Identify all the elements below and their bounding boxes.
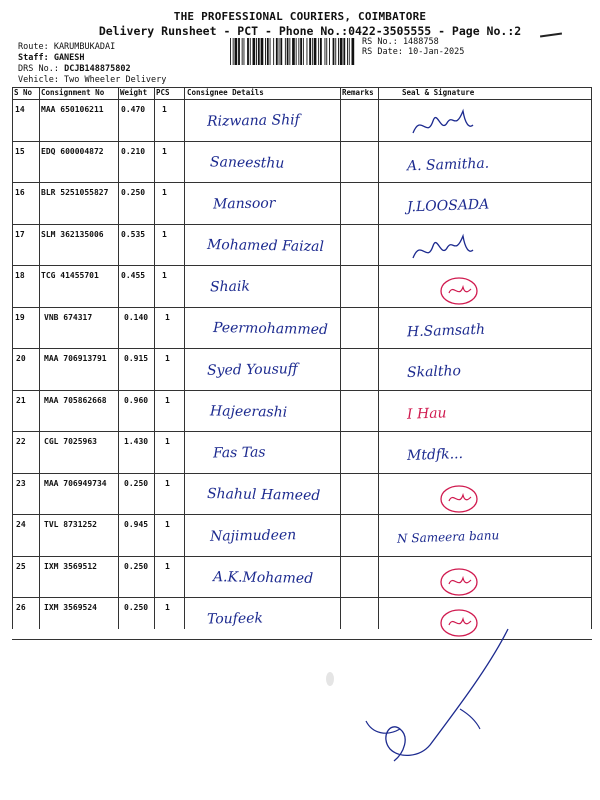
col-remarks: Remarks: [342, 88, 374, 97]
row-divider: [12, 265, 592, 266]
row-weight: 0.455: [121, 271, 146, 280]
row-pcs: 1: [165, 312, 170, 322]
row-weight: 0.210: [121, 146, 146, 156]
row-consignment: TVL 8731252: [44, 520, 97, 529]
consignee-handwriting: Mansoor: [212, 195, 276, 213]
row-divider: [12, 307, 592, 308]
seal-signature: I Hau: [406, 404, 447, 423]
seal-signature: A. Samitha.: [406, 155, 490, 174]
col-sno: S No: [14, 88, 33, 97]
company-title: THE PROFESSIONAL COURIERS, COIMBATORE: [173, 10, 427, 23]
row-pcs: 1: [162, 271, 167, 280]
row-sno: 25: [16, 561, 26, 571]
seal-signature: Skaltho: [406, 363, 462, 381]
barcode-bar: [285, 38, 286, 65]
barcode-bar: [235, 38, 238, 65]
row-consignment: MAA 706949734: [44, 478, 107, 488]
row-pcs: 1: [165, 437, 170, 446]
row-pcs: 1: [162, 229, 167, 239]
row-divider: [12, 390, 592, 391]
col-consignee: Consignee Details: [187, 88, 264, 97]
barcode: [230, 38, 356, 65]
col-consignment: Consignment No: [41, 88, 105, 97]
row-sno: 16: [15, 188, 25, 197]
barcode-bar: [343, 38, 345, 65]
barcode-bar: [270, 38, 271, 65]
row-sno: 14: [15, 105, 25, 114]
barcode-bar: [242, 38, 243, 65]
row-divider: [12, 141, 592, 142]
row-weight: 0.945: [124, 520, 149, 529]
consignee-handwriting: Fas Tas: [212, 444, 266, 462]
col-seal: Seal & Signature: [402, 88, 475, 97]
row-pcs: 1: [165, 354, 170, 363]
runsheet-table: [12, 87, 592, 629]
barcode-bar: [265, 38, 266, 65]
consignee-handwriting: Peermohammed: [212, 319, 329, 338]
barcode-bar: [314, 38, 317, 65]
seal-signature: [407, 228, 487, 268]
row-sno: 21: [16, 395, 26, 405]
barcode-bar: [347, 38, 348, 65]
row-weight: 0.960: [124, 395, 149, 405]
col-pcs: PCS: [156, 88, 170, 97]
col-weight: Weight: [120, 88, 148, 97]
drs-number: [18, 64, 131, 75]
row-sno: 17: [15, 229, 25, 239]
row-consignment: VNB 674317: [44, 312, 93, 322]
rs-number: RS No.: 1488758: [362, 37, 439, 47]
barcode-bar: [273, 38, 274, 65]
consignee-handwriting: Syed Yousuff: [206, 361, 298, 379]
row-weight: 0.250: [121, 188, 146, 197]
row-weight: 0.915: [124, 354, 149, 363]
row-divider: [12, 348, 592, 349]
barcode-bar: [318, 38, 319, 65]
row-pcs: 1: [165, 478, 170, 488]
scan-smudge: [326, 672, 334, 686]
seal-signature: J.LOOSADA: [406, 196, 490, 216]
barcode-bar: [276, 38, 278, 65]
barcode-bar: [256, 38, 257, 65]
barcode-bar: [329, 38, 330, 65]
row-sno: 15: [15, 146, 25, 156]
row-consignment: CGL 7025963: [44, 437, 97, 446]
row-sno: 24: [16, 520, 26, 529]
vehicle-label: Vehicle: Two Wheeler Delivery: [18, 75, 167, 85]
barcode-bar: [267, 38, 269, 65]
barcode-bar: [238, 38, 240, 65]
barcode-bar: [250, 38, 251, 65]
barcode-bar: [307, 38, 308, 65]
barcode-bar: [298, 38, 299, 65]
drs-value: DCJB148875802: [64, 64, 131, 74]
barcode-bar: [335, 38, 336, 65]
barcode-bar: [349, 38, 350, 65]
row-sno: 20: [16, 354, 26, 363]
row-sno: 23: [16, 478, 26, 488]
barcode-bar: [309, 38, 311, 65]
barcode-bar: [296, 38, 297, 65]
consignee-handwriting: Rizwana Shif: [206, 112, 300, 130]
consignee-handwriting: Toufeek: [206, 610, 264, 628]
consignee-handwriting: A.K.Mohamed: [212, 568, 314, 587]
seal-stamp: [437, 275, 481, 307]
barcode-bar: [261, 38, 264, 65]
row-pcs: 1: [165, 395, 170, 405]
barcode-bar: [244, 38, 245, 65]
row-consignment: IXM 3569512: [44, 561, 97, 571]
row-consignment: SLM 362135006: [41, 229, 104, 239]
drs-label: DRS No.:: [18, 64, 59, 74]
row-pcs: 1: [165, 603, 170, 612]
barcode-bar: [333, 38, 335, 65]
row-divider: [12, 473, 592, 474]
row-pcs: 1: [165, 561, 170, 571]
row-weight: 1.430: [124, 437, 149, 446]
runsheet-subtitle: Delivery Runsheet - PCT - Phone No.:0422-3505555 - Page No.:2: [98, 24, 522, 38]
row-consignment: EDQ 600004872: [41, 146, 104, 156]
row-consignment: TCG 41455701: [41, 271, 99, 280]
barcode-bar: [289, 38, 290, 65]
row-consignment: BLR 5251055827: [41, 188, 109, 197]
route-label: Route: KARUMBUKADAI: [18, 42, 116, 52]
row-sno: 26: [16, 603, 26, 612]
row-consignment: IXM 3569524: [44, 603, 97, 612]
seal-signature: [407, 103, 487, 143]
barcode-bar: [326, 38, 327, 65]
barcode-bar: [338, 38, 339, 65]
barcode-bar: [247, 38, 249, 65]
row-pcs: 1: [165, 520, 170, 529]
row-sno: 18: [15, 271, 25, 280]
row-pcs: 1: [162, 105, 167, 114]
barcode-bar: [320, 38, 322, 65]
row-weight: 0.250: [124, 478, 149, 488]
row-divider: [12, 431, 592, 432]
consignee-handwriting: Shahul Hameed: [206, 485, 321, 504]
row-divider: [12, 182, 592, 183]
consignee-handwriting: Najimudeen: [209, 527, 297, 545]
consignee-handwriting: Shaik: [209, 278, 251, 296]
barcode-bar: [303, 38, 304, 65]
barcode-bar: [279, 38, 280, 65]
barcode-bar: [325, 38, 326, 65]
barcode-bar: [352, 38, 355, 65]
row-weight: 0.470: [121, 105, 146, 114]
barcode-bar: [280, 38, 282, 65]
row-consignment: MAA 650106211: [41, 105, 104, 114]
row-weight: 0.140: [124, 312, 149, 322]
row-consignment: MAA 706913791: [44, 354, 107, 363]
seal-signature: Mtdfk...: [406, 446, 464, 464]
row-sno: 22: [16, 437, 26, 446]
consignee-handwriting: Hajeerashi: [209, 402, 288, 421]
barcode-bar: [253, 38, 256, 65]
row-divider: [12, 514, 592, 515]
barcode-bar: [312, 38, 313, 65]
row-divider: [12, 556, 592, 557]
barcode-bar: [340, 38, 343, 65]
consignee-handwriting: Mohamed Faizal: [206, 236, 325, 255]
rs-date: RS Date: 10-Jan-2025: [362, 47, 465, 57]
consignee-handwriting: Saneesthu: [209, 153, 285, 172]
row-consignment: MAA 705862668: [44, 395, 107, 405]
row-sno: 19: [15, 312, 25, 322]
row-weight: 0.535: [121, 229, 146, 239]
barcode-bar: [300, 38, 302, 65]
row-weight: 0.250: [124, 603, 149, 612]
seal-stamp: [437, 483, 481, 515]
barcode-bar: [287, 38, 289, 65]
seal-signature: H.Samsath: [406, 321, 486, 340]
seal-signature: N Sameera banu: [396, 528, 500, 546]
supervisor-signature: [360, 625, 540, 765]
barcode-bar: [258, 38, 260, 65]
row-pcs: 1: [162, 146, 167, 156]
barcode-bar: [292, 38, 295, 65]
seal-stamp: [437, 566, 481, 598]
barcode-bar: [230, 38, 231, 65]
row-divider: [12, 224, 592, 225]
row-pcs: 1: [162, 188, 167, 197]
staff-label: Staff: GANESH: [18, 53, 85, 63]
row-weight: 0.250: [124, 561, 149, 571]
barcode-bar: [233, 38, 234, 65]
row-divider: [12, 597, 592, 598]
